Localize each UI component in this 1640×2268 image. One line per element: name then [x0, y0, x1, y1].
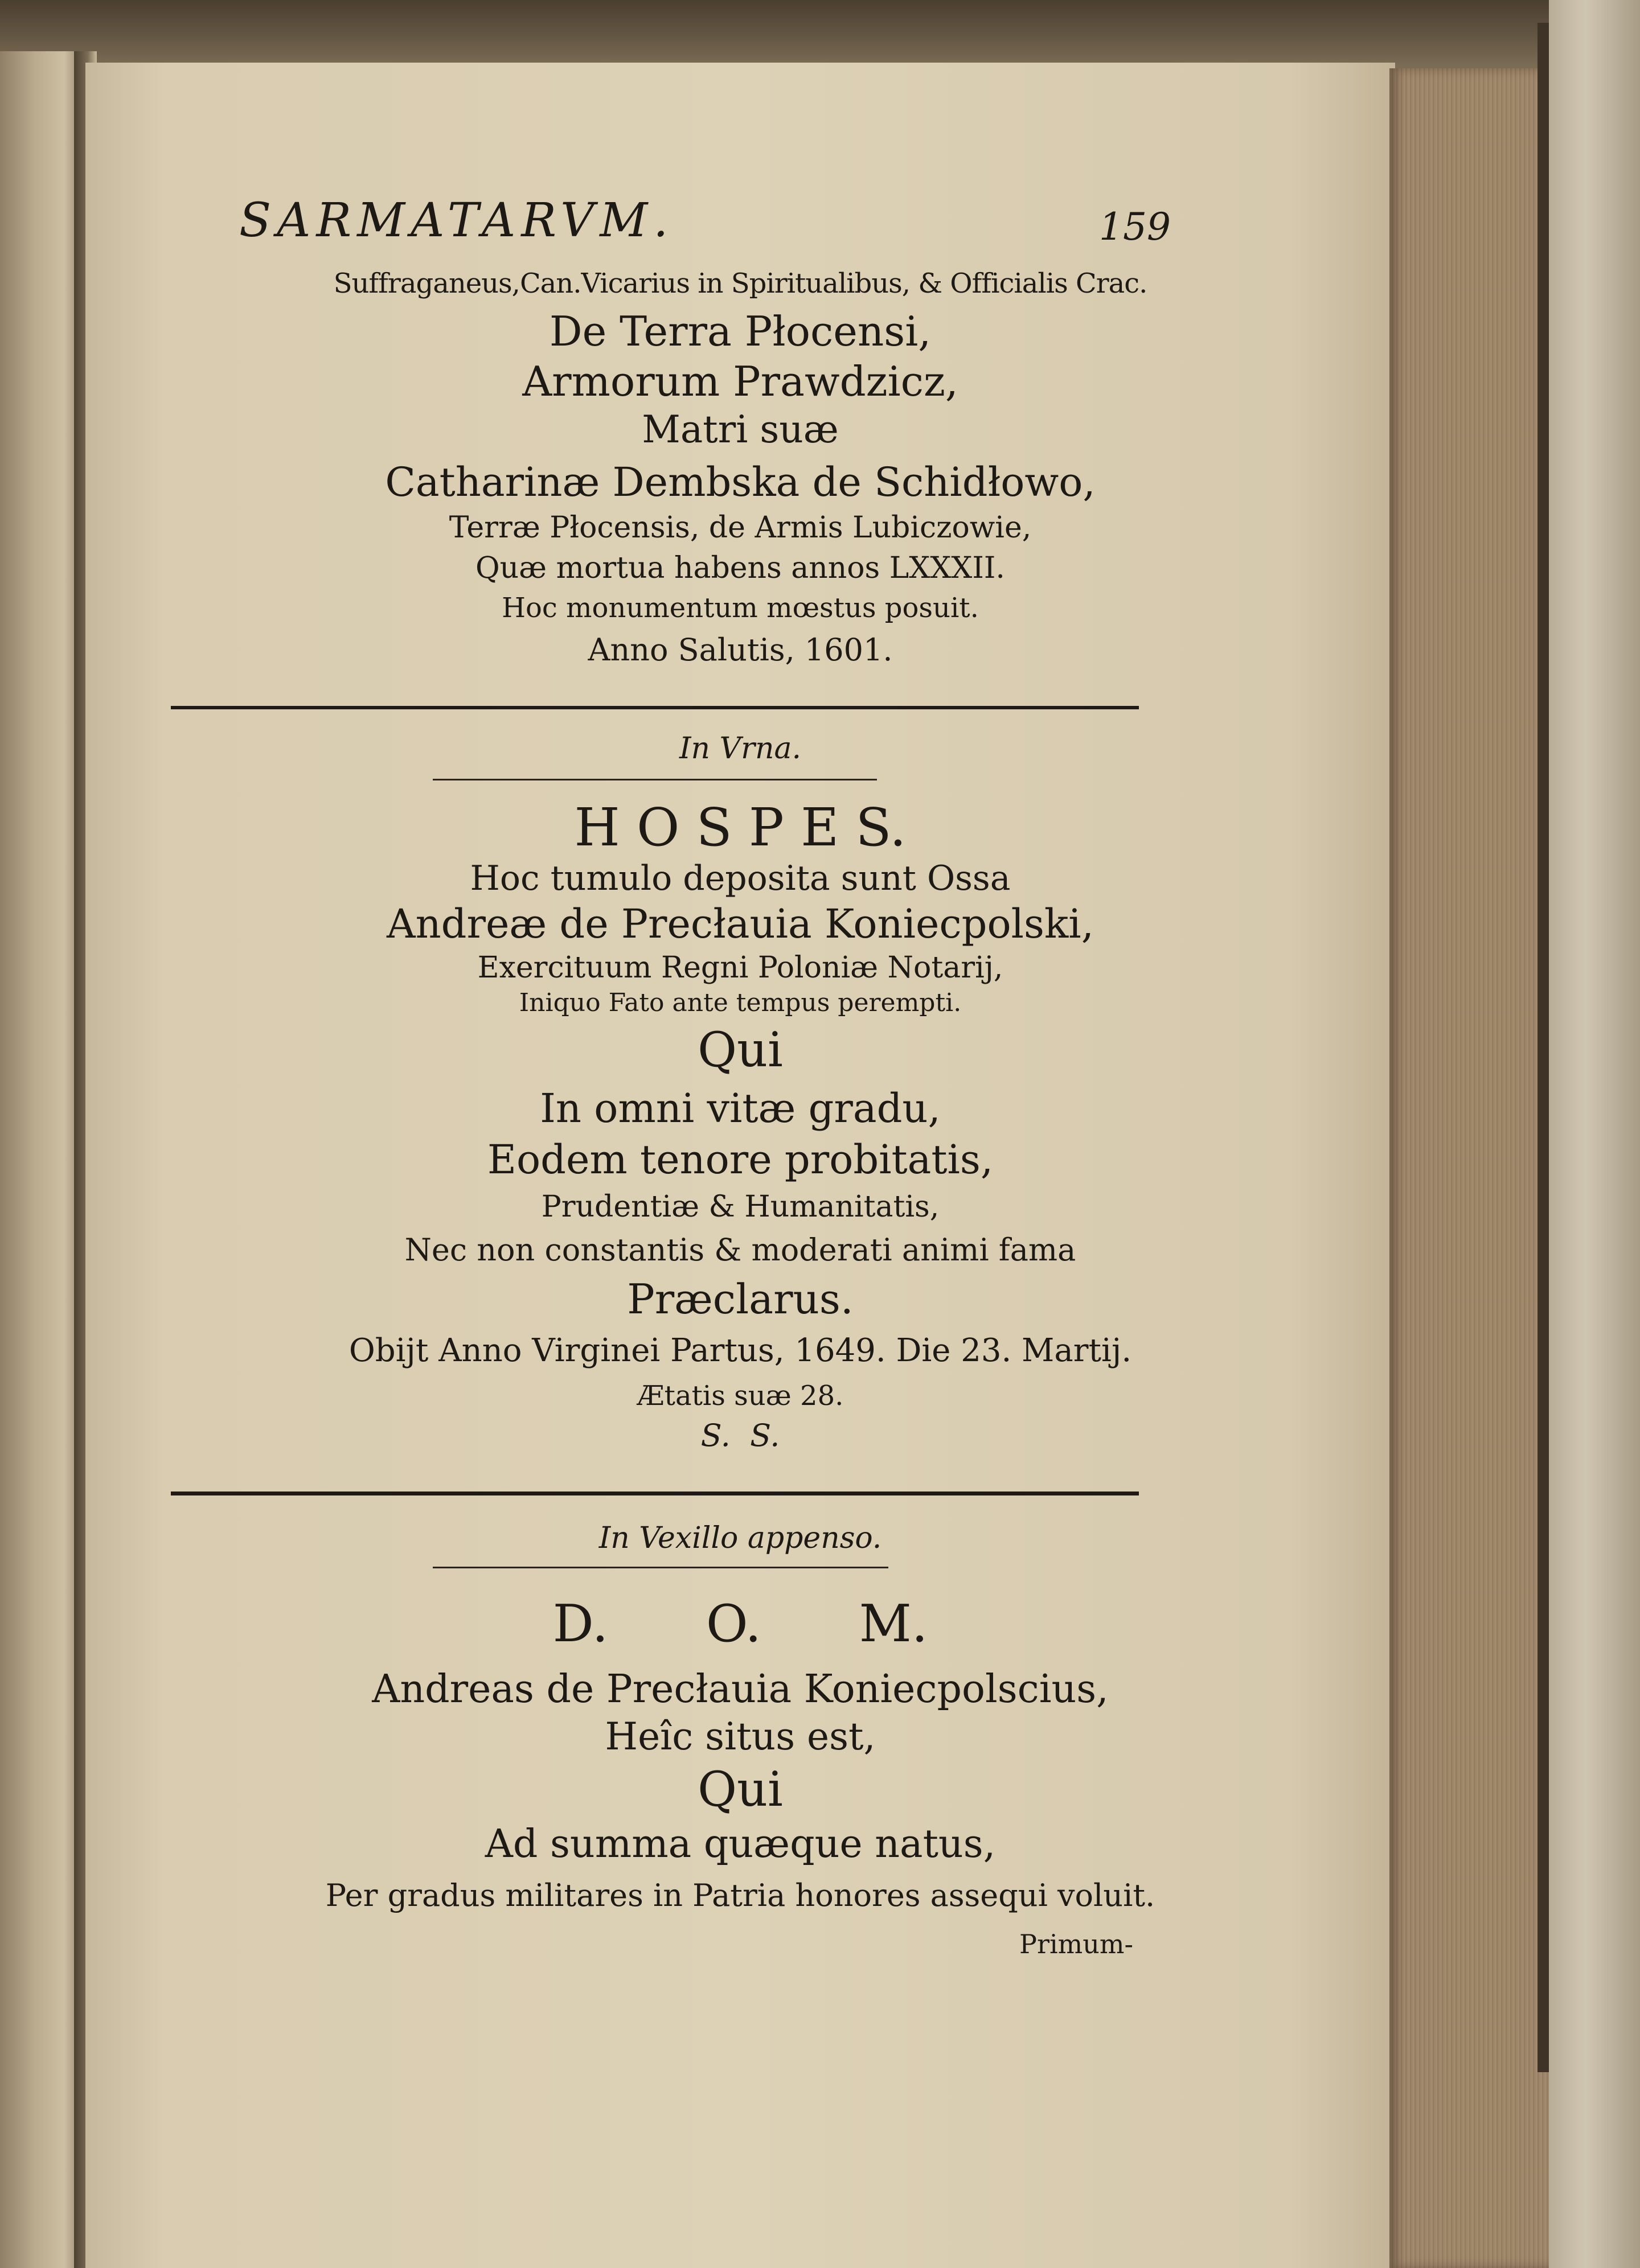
section2-line-12: Obijt Anno Virginei Partus, 1649. Die 23. Martij. [348, 1332, 1132, 1369]
section2-line-5: Iniquo Fato ante tempus perempti. [519, 988, 962, 1017]
section3-line-2: Andreas de Precłauia Koniecpolscius, [372, 1667, 1109, 1712]
section-divider-2 [171, 1492, 1139, 1495]
section1-line-8: Hoc monumentum mœstus posuit. [502, 592, 979, 624]
section2-line-9: Prudentiæ & Humanitatis, [541, 1190, 940, 1224]
section2-heading: In Vrna. [679, 732, 801, 766]
section3-line-4: Qui [698, 1761, 783, 1817]
section2-line-14: S. S. [700, 1418, 780, 1453]
section2-heading-underline [433, 779, 877, 780]
section1-line-9: Anno Salutis, 1601. [588, 632, 893, 668]
section1-line-1: Suffraganeus,Can.Vicarius in Spiritualibus, & Officialis Crac. [333, 268, 1147, 299]
section2-line-1: H O S P E S. [574, 797, 907, 858]
section1-line-2: De Terra Płocensi, [549, 307, 932, 355]
section1-line-5: Catharinæ Dembska de Schidłowo, [385, 459, 1096, 506]
section3-line-3: Heîc situs est, [605, 1715, 876, 1758]
section3-line-1: D. O. M. [552, 1594, 928, 1654]
section2-line-13: Ætatis suæ 28. [637, 1380, 844, 1412]
page-block-fore-edge [1389, 68, 1555, 2268]
page-number: 159 [1099, 205, 1171, 249]
section3-heading-underline [433, 1567, 888, 1568]
section3-heading: In Vexillo appenso. [598, 1521, 882, 1555]
section1-line-7: Quæ mortua habens annos LXXXII. [475, 551, 1005, 585]
section2-line-7: In omni vitæ gradu, [540, 1085, 941, 1132]
section3-line-6: Per gradus militares in Patria honores assequi voluit. [325, 1877, 1155, 1913]
section1-line-4: Matri suæ [642, 408, 839, 451]
section-divider-1 [171, 706, 1139, 709]
facing-page-edge [0, 51, 85, 2268]
catchword: Primum- [1019, 1929, 1134, 1959]
running-title: SARMATARVM. [239, 194, 674, 248]
section2-line-2: Hoc tumulo deposita sunt Ossa [470, 858, 1011, 898]
section2-line-6: Qui [698, 1022, 783, 1078]
section3-line-5: Ad summa quæque natus, [485, 1822, 996, 1867]
section1-line-3: Armorum Prawdzicz, [522, 358, 958, 405]
section2-line-3: Andreæ de Precłauia Koniecpolski, [387, 901, 1094, 947]
section2-line-8: Eodem tenore probitatis, [487, 1136, 994, 1183]
section2-line-10: Nec non constantis & moderati animi fama [404, 1232, 1076, 1268]
section2-line-4: Exercituum Regni Poloniæ Notarij, [477, 951, 1003, 985]
section2-line-11: Præclarus. [627, 1275, 854, 1323]
section1-line-6: Terræ Płocensis, de Armis Lubiczowie, [449, 511, 1032, 545]
book-cover [1549, 0, 1640, 2268]
